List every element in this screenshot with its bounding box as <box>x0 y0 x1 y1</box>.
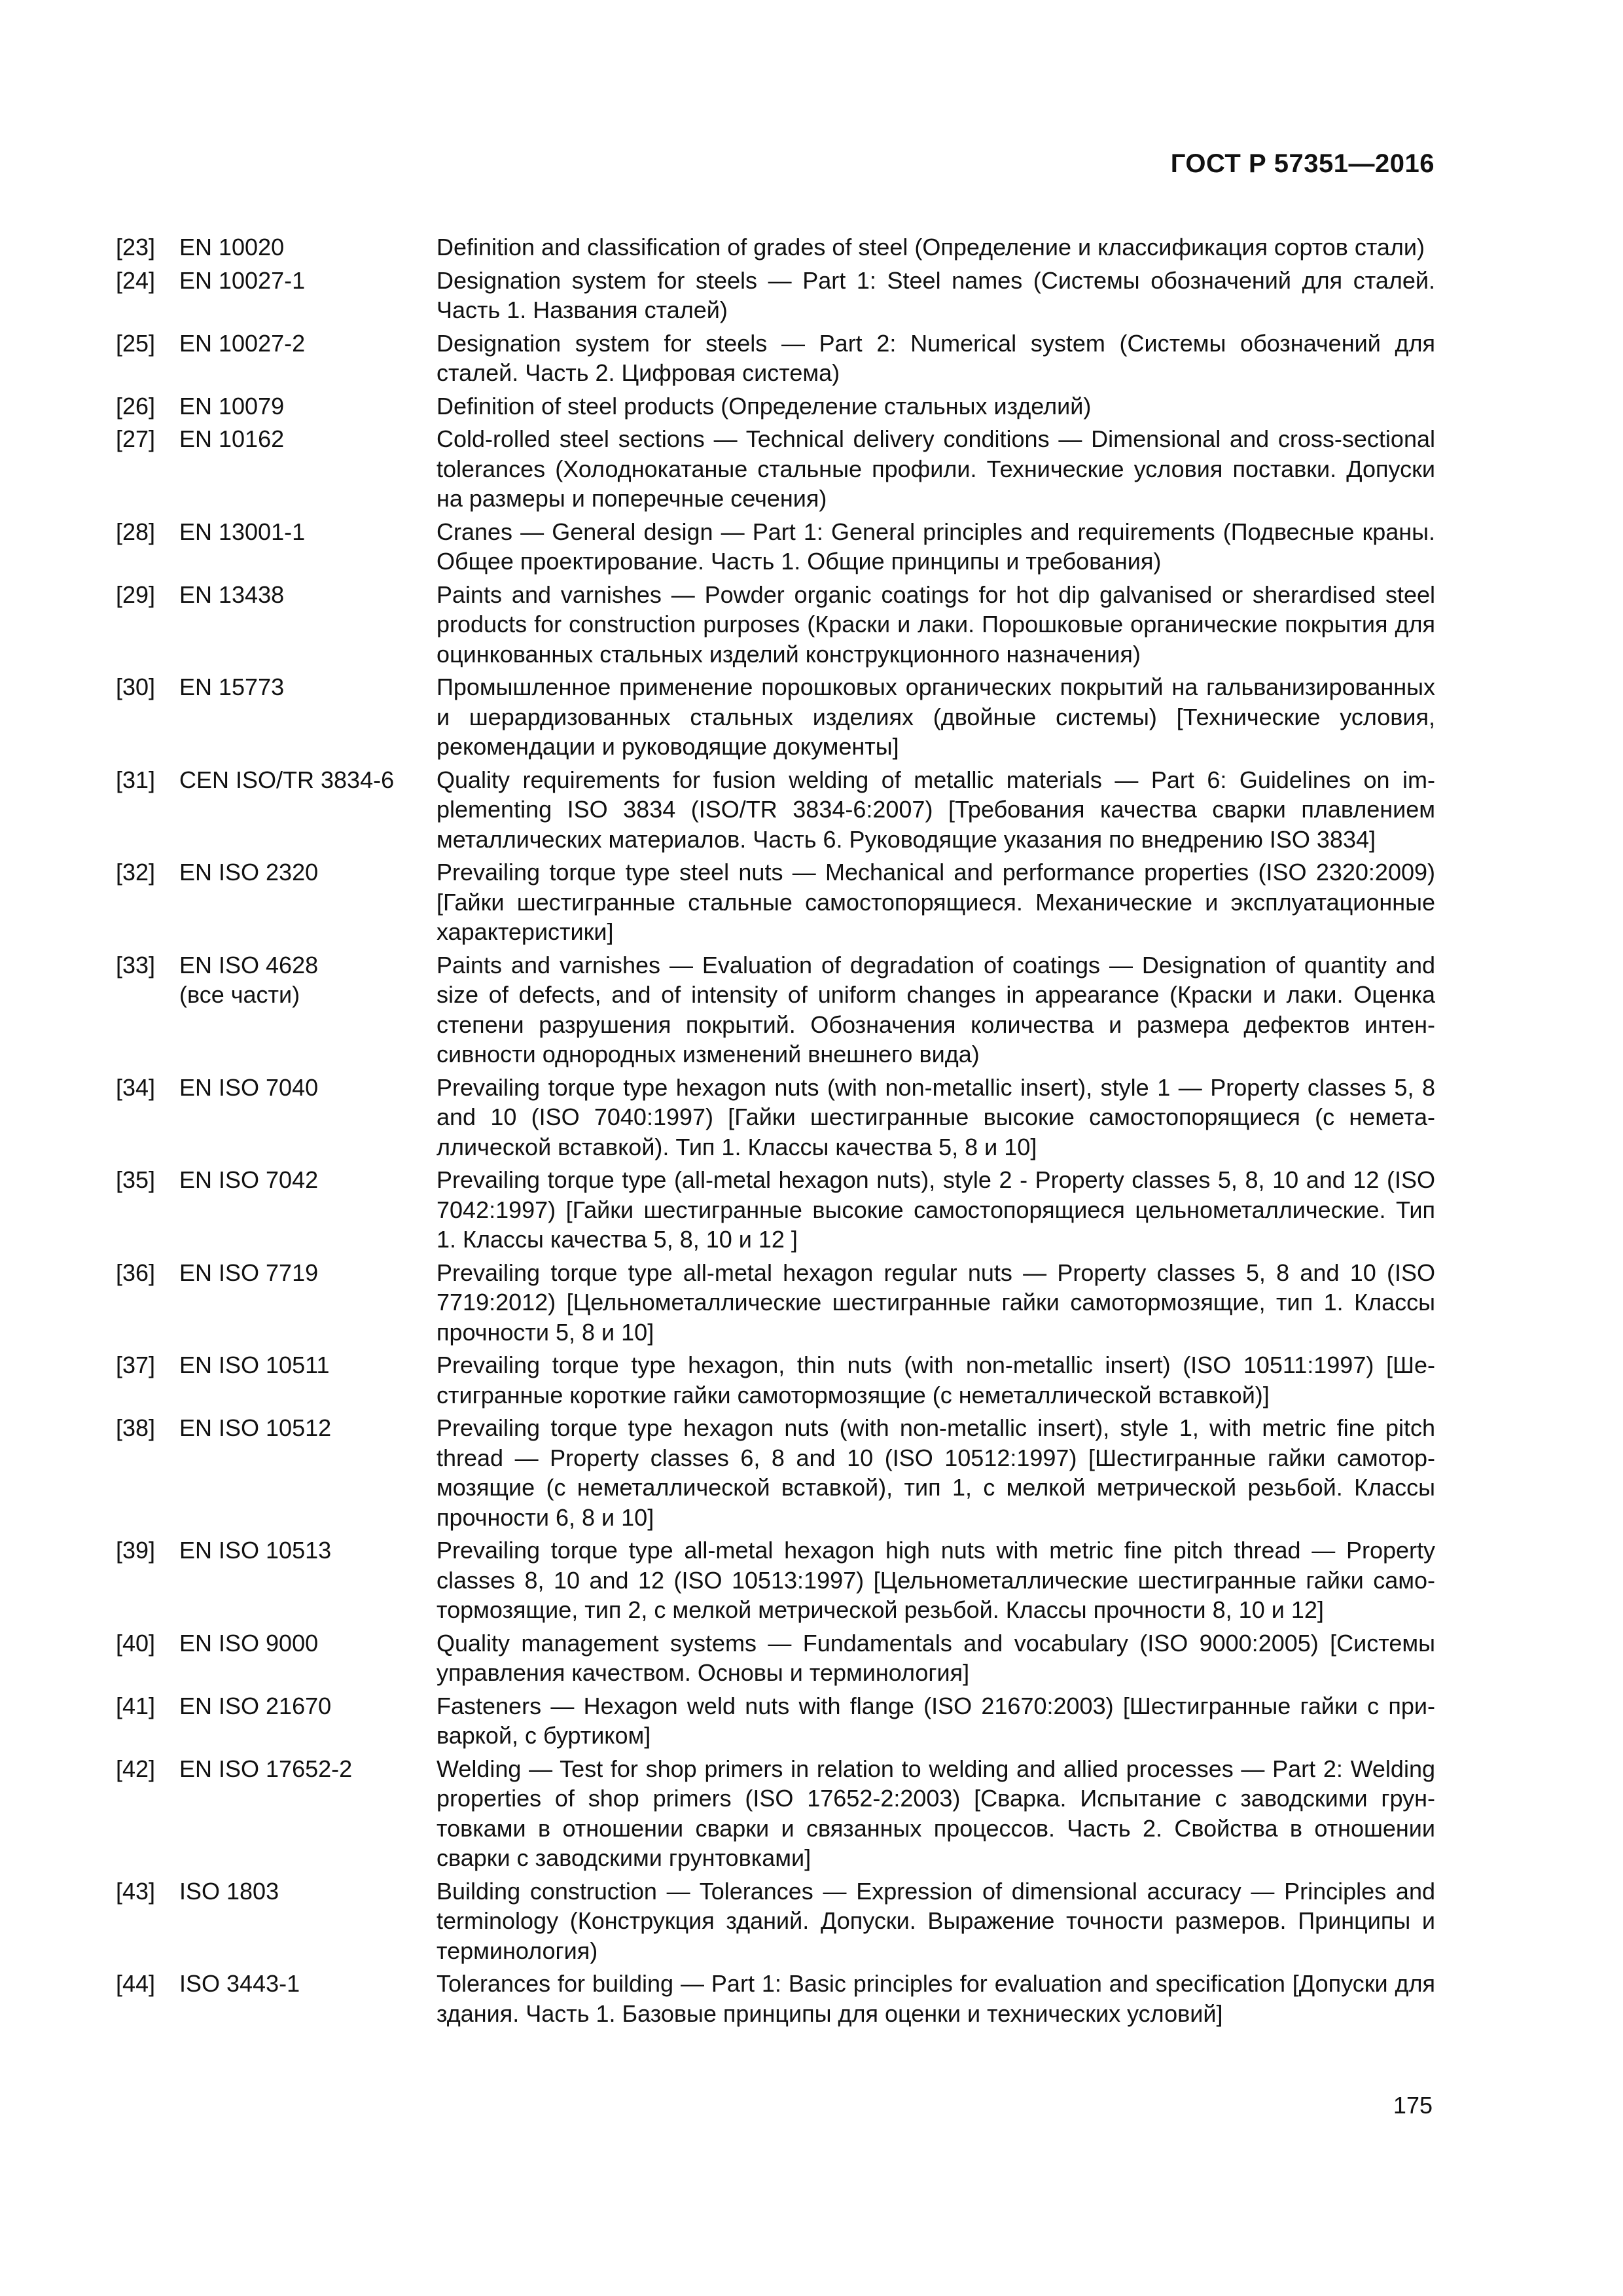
reference-entry <box>116 266 1435 325</box>
reference-title: Prevailing torque type hexagon nuts (with non-metallic insert), style 1 — Property classes 5, 8 and 10 (ISO 7040:1997) [Гайки шестигранные высокие самостопорящиеся (с неметаллической вставкой). Тип 1. Классы качества 5, 8 и 10] <box>437 1073 1435 1160</box>
reference-entry <box>116 391 1435 422</box>
reference-number: [24] <box>116 266 156 294</box>
reference-code: CEN ISO/TR 3834-6 <box>179 766 395 793</box>
page-number: 175 <box>1393 2092 1433 2119</box>
reference-code: EN ISO 10511 <box>179 1352 330 1378</box>
reference-number: [35] <box>116 1166 156 1193</box>
reference-number: [26] <box>116 392 156 420</box>
reference-entry <box>116 1073 1435 1162</box>
reference-number: [25] <box>116 329 156 357</box>
reference-number: [43] <box>116 1877 156 1905</box>
reference-title: Quality requirements for fusion welding of metallic materials — Part 6: Guidelines on implementing ISO 3834 (ISO/TR 3834-6:2007) [Требования качества сварки плавлением металлических материалов. Часть 6. Руководящие указания по внедрению ISO 3834] <box>437 766 1435 853</box>
reference-number: [34] <box>116 1073 156 1101</box>
reference-title: Промышленное применение порошковых органических покрытий на гальванизированных и шерардизованных стальных изделиях (двойные системы) [Технические условия, рекомендации и руководящие документы] <box>437 673 1435 760</box>
reference-code: ISO 3443-1 <box>179 1970 300 1997</box>
reference-title: Building construction — Tolerances — Expression of dimensional accuracy — Principles and terminology (Конструкция зданий. Допуски. Выражение точности размеров. Принципы и терминология) <box>437 1877 1435 1964</box>
reference-title: Quality management systems — Fundamentals and vocabulary (ISO 9000:2005) [Системы управления качеством. Основы и терминология] <box>437 1629 1435 1686</box>
reference-title: Designation system for steels — Part 1: Steel names (Системы обозначений для сталей. Часть 1. Названия сталей) <box>437 266 1435 323</box>
reference-entry <box>116 1350 1435 1410</box>
reference-entry <box>116 950 1435 1069</box>
reference-entry <box>116 1876 1435 1966</box>
reference-entry <box>116 765 1435 855</box>
reference-entry <box>116 580 1435 670</box>
reference-code: EN ISO 7042 <box>179 1166 319 1193</box>
reference-code: EN 13438 <box>179 581 285 608</box>
reference-title: Cranes — General design — Part 1: General principles and requirements (Подвесные краны. Общее проектирование. Часть 1. Общие принципы и требования) <box>437 518 1435 575</box>
reference-entry <box>116 1258 1435 1348</box>
reference-entry <box>116 672 1435 762</box>
reference-number: [28] <box>116 518 156 545</box>
reference-title: Paints and varnishes — Evaluation of degradation of coatings — Designation of quantity and size of defects, and of intensity of uniform changes in appearance (Краски и лаки. Оценка степени разрушения покрытий. Обозначения количества и размера дефектов интенсивности однородных изменений внешнего вида) <box>437 951 1435 1067</box>
reference-title: Prevailing torque type steel nuts — Mechanical and performance properties (ISO 2320:2009) [Гайки шестигранные стальные самостопорящиеся. Механические и эксплуатационные характеристики] <box>437 859 1435 945</box>
reference-entry <box>116 1754 1435 1873</box>
reference-title: Definition and classification of grades of steel (Определение и классификация сортов стали) <box>437 234 1425 260</box>
reference-number: [40] <box>116 1629 156 1657</box>
reference-code: EN 13001-1 <box>179 518 306 545</box>
reference-code: EN 10079 <box>179 392 285 420</box>
reference-number: [41] <box>116 1692 156 1719</box>
reference-number: [37] <box>116 1352 156 1378</box>
reference-entry <box>116 1628 1435 1688</box>
reference-title: Cold-rolled steel sections — Technical delivery conditions — Dimensional and cross-sectional tolerances (Холоднокатаные стальные профили. Технические условия поставки. Допуски на размеры и поперечные сечения) <box>437 425 1435 512</box>
reference-code: EN ISO 10513 <box>179 1537 332 1564</box>
reference-number: [31] <box>116 766 156 793</box>
reference-entry <box>116 857 1435 947</box>
reference-title: Paints and varnishes — Powder organic coatings for hot dip galvanised or sherardised steel products for construction purposes (Краски и лаки. Порошковые органические покрытия для оцинкованных стальных изделий конструкционного назначения) <box>437 581 1435 668</box>
reference-entry <box>116 1969 1435 2028</box>
reference-code: EN ISO 4628 (все части) <box>179 951 319 1008</box>
document-header: ГОСТ Р 57351—2016 <box>1170 149 1435 178</box>
reference-code: EN 10027-2 <box>179 329 306 357</box>
reference-title: Welding — Test for shop primers in relation to welding and allied processes — Part 2: Welding properties of shop primers (ISO 17652-2:2003) [Сварка. Испытание с заводскими грунтовками в отношении сварки и связанных процессов. Часть 2. Свойства в отношении сварки с заводскими грунтовками] <box>437 1755 1435 1871</box>
reference-entry <box>116 424 1435 514</box>
reference-number: [38] <box>116 1414 156 1441</box>
reference-code: EN ISO 7040 <box>179 1073 319 1101</box>
reference-entry <box>116 1691 1435 1751</box>
reference-code: EN ISO 7719 <box>179 1259 319 1286</box>
reference-code: EN 15773 <box>179 673 285 700</box>
reference-entry <box>116 1535 1435 1625</box>
reference-number: [33] <box>116 951 156 978</box>
reference-entry <box>116 329 1435 388</box>
reference-title: Prevailing torque type all-metal hexagon regular nuts — Property classes 5, 8 and 10 (ISO 7719:2012) [Цельнометаллические шестигранные гайки самотормозящие, тип 1. Классы прочности 5, 8 и 10] <box>437 1259 1435 1346</box>
reference-entry <box>116 1413 1435 1532</box>
reference-number: [27] <box>116 425 156 452</box>
reference-code: EN ISO 10512 <box>179 1414 332 1441</box>
reference-list <box>116 232 1435 2032</box>
reference-title: Prevailing torque type (all-metal hexagon nuts), style 2 - Property classes 5, 8, 10 and 12 (ISO 7042:1997) [Гайки шестигранные высокие самостопорящиеся цельнометаллические. Тип 1. Классы качества 5, 8, 10 и 12 ] <box>437 1166 1435 1253</box>
reference-code: EN ISO 2320 <box>179 859 319 886</box>
reference-title: Prevailing torque type hexagon, thin nuts (with non-metallic insert) (ISO 10511:1997) [Шестигранные короткие гайки самотормозящие (с неметаллической вставкой)] <box>437 1352 1435 1408</box>
reference-number: [23] <box>116 234 156 260</box>
reference-number: [32] <box>116 859 156 886</box>
reference-code: EN 10027-1 <box>179 266 306 294</box>
reference-title: Prevailing torque type hexagon nuts (with non-metallic insert), style 1, with metric fine pitch thread — Property classes 6, 8 and 10 (ISO 10512:1997) [Шестигранные гайки самотормозящие (с неметаллической вставкой), тип 1, с мелкой метрической резьбой. Классы прочности 6, 8 и 10] <box>437 1414 1435 1531</box>
reference-code: EN ISO 21670 <box>179 1692 332 1719</box>
reference-code: EN 10020 <box>179 234 285 260</box>
reference-number: [36] <box>116 1259 156 1286</box>
reference-entry <box>116 517 1435 577</box>
reference-title: Definition of steel products (Определение стальных изделий) <box>437 392 1092 420</box>
reference-title: Designation system for steels — Part 2: Numerical system (Системы обозначений для сталей. Часть 2. Цифровая система) <box>437 329 1435 386</box>
reference-title: Fasteners — Hexagon weld nuts with flange (ISO 21670:2003) [Шестигранные гайки с приваркой, с буртиком] <box>437 1692 1435 1749</box>
reference-code: EN ISO 9000 <box>179 1629 319 1657</box>
reference-code: ISO 1803 <box>179 1877 279 1905</box>
reference-title: Tolerances for building — Part 1: Basic principles for evaluation and specification [Допуски для здания. Часть 1. Базовые принципы для оценки и технических условий] <box>437 1970 1435 2027</box>
reference-number: [44] <box>116 1970 156 1997</box>
reference-code: EN ISO 17652-2 <box>179 1755 353 1782</box>
reference-code: EN 10162 <box>179 425 285 452</box>
reference-number: [39] <box>116 1537 156 1564</box>
reference-number: [30] <box>116 673 156 700</box>
reference-number: [42] <box>116 1755 156 1782</box>
reference-entry <box>116 232 1435 262</box>
reference-entry <box>116 1165 1435 1255</box>
reference-number: [29] <box>116 581 156 608</box>
reference-title: Prevailing torque type all-metal hexagon high nuts with metric fine pitch thread — Property classes 8, 10 and 12 (ISO 10513:1997) [Цельнометаллические шестигранные гайки самотормозящие, тип 2, с мелкой метрической резьбой. Классы прочности 8, 10 и 12] <box>437 1537 1435 1623</box>
